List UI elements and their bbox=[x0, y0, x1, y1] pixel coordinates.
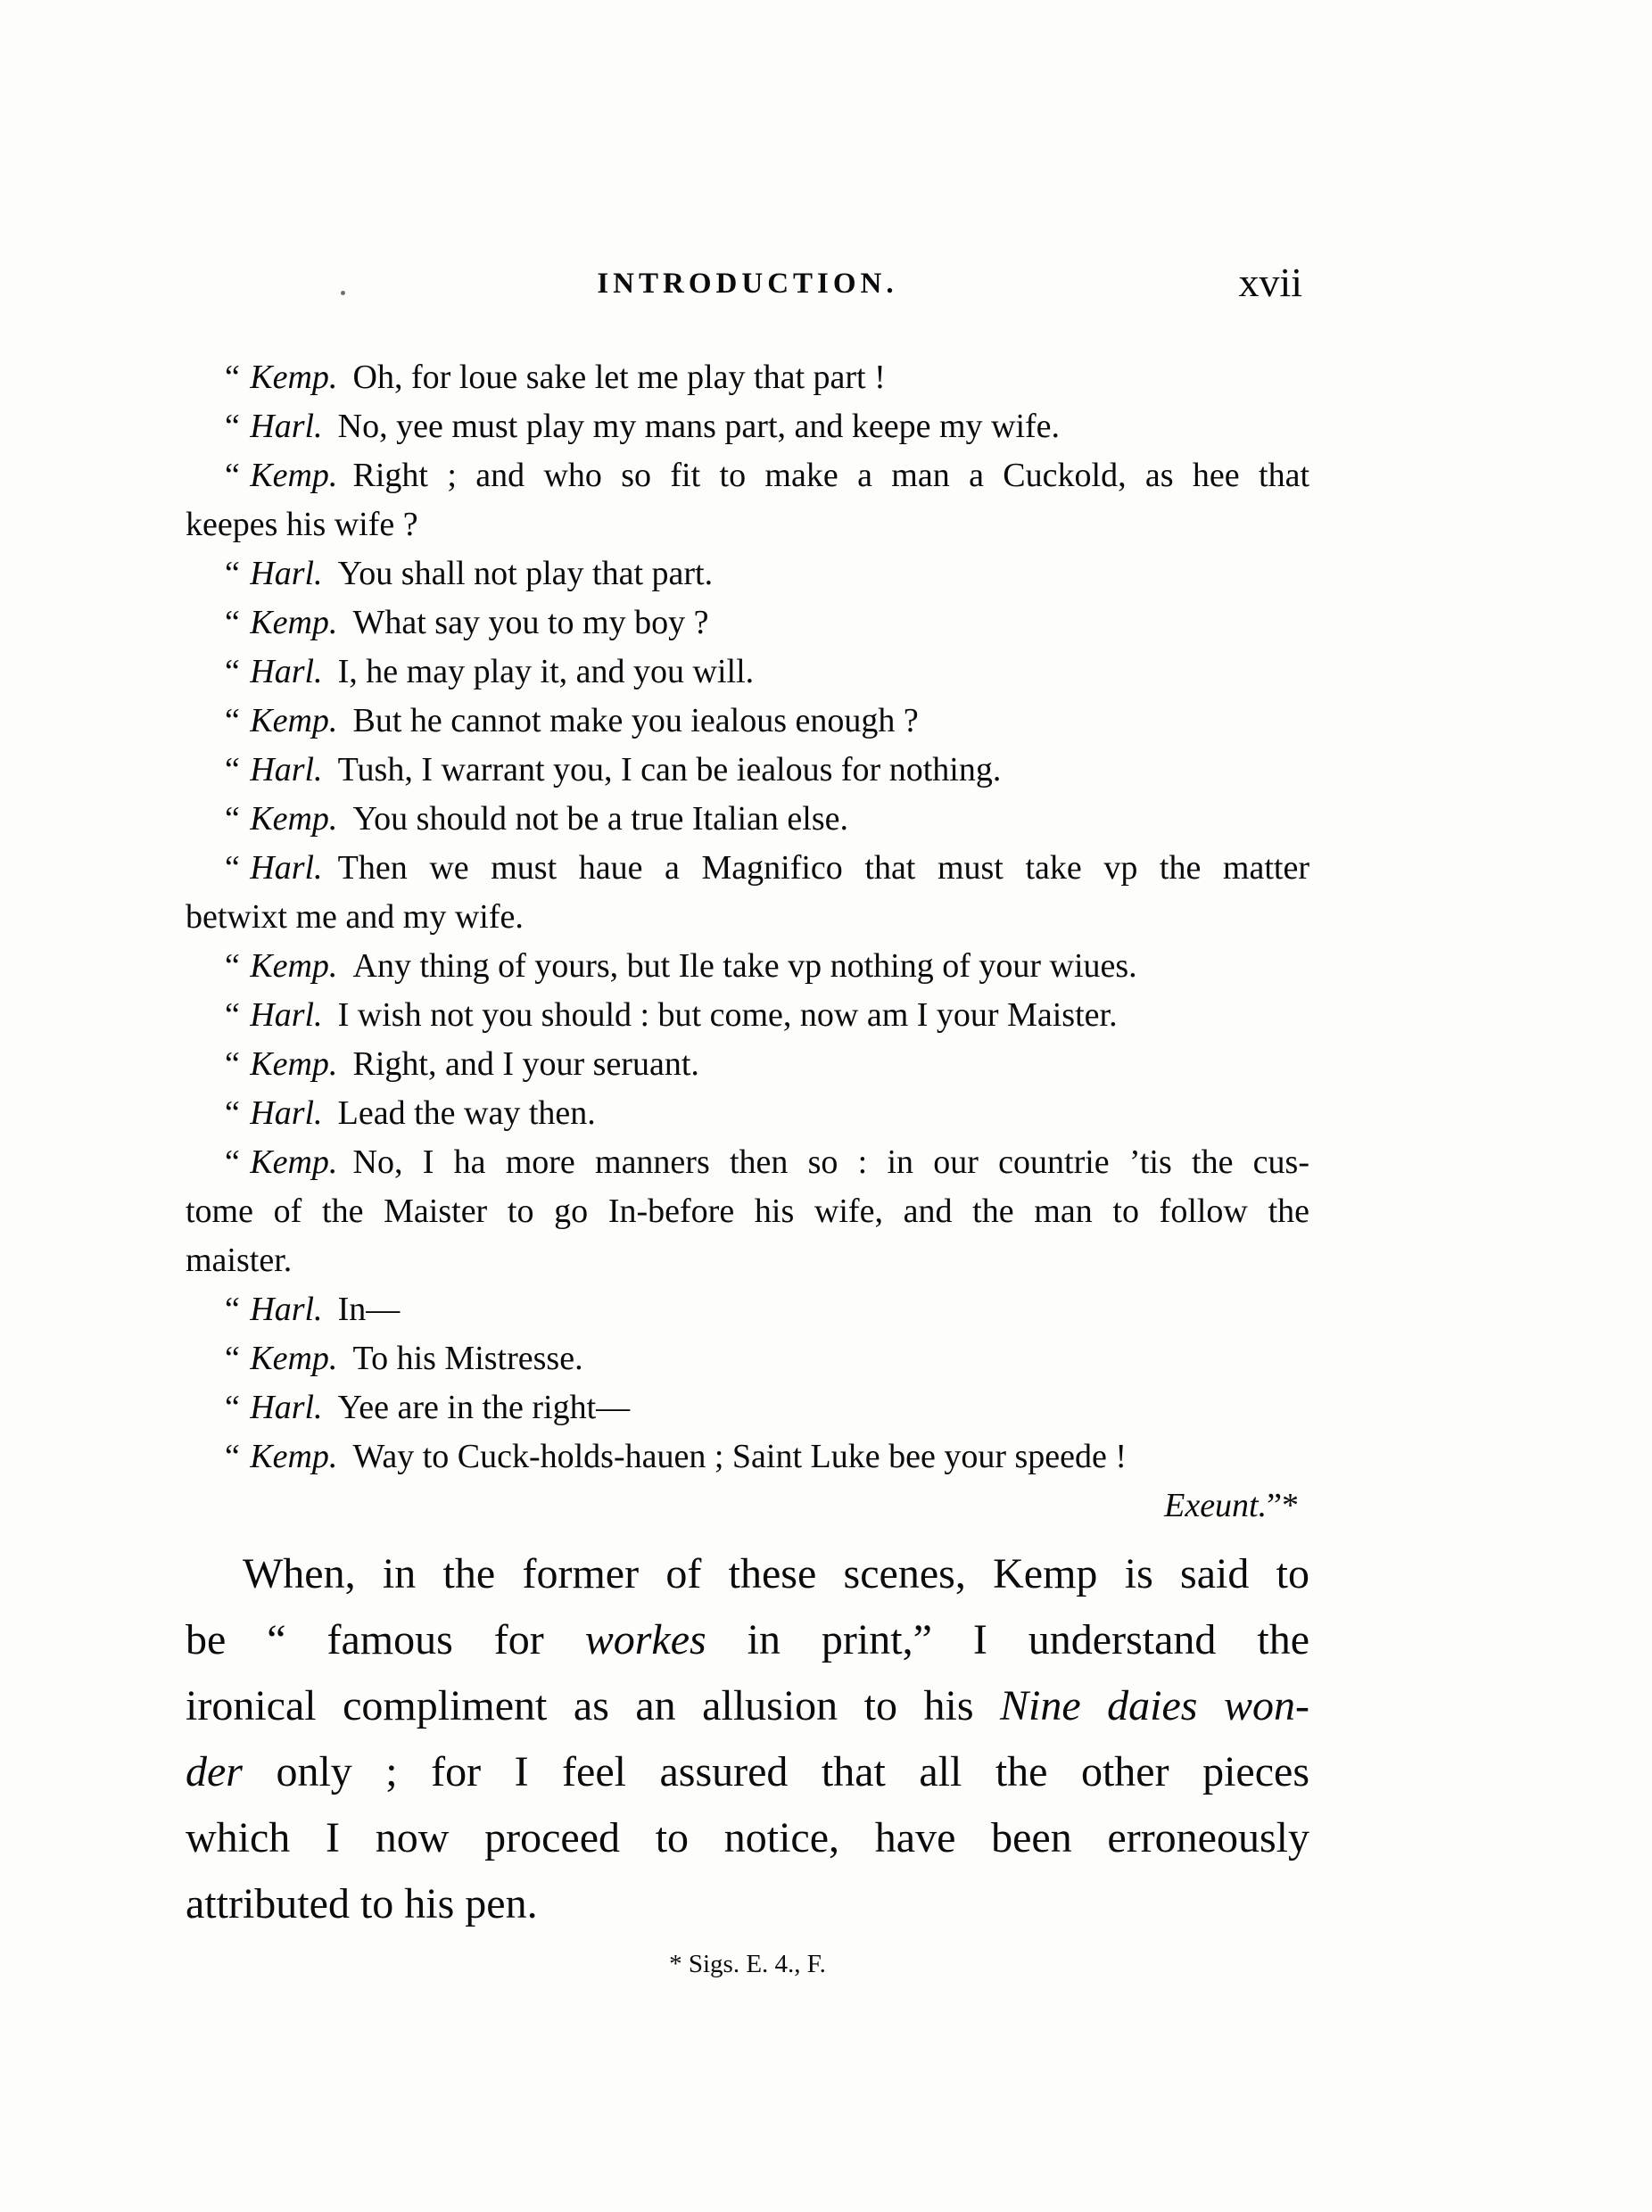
dialogue-line bbox=[186, 1040, 1309, 1089]
speech-text: But he cannot make you iealous enough ? bbox=[352, 702, 919, 739]
text-column bbox=[186, 260, 1309, 1979]
footnote-marker: ”* bbox=[1267, 1487, 1299, 1524]
speaker-name: Kemp. bbox=[250, 1045, 338, 1083]
dialogue-line bbox=[186, 697, 1309, 746]
speaker-name: Harl. bbox=[250, 849, 323, 887]
speaker-name: Harl. bbox=[250, 408, 323, 445]
speech-text: betwixt me and my wife. bbox=[186, 898, 524, 936]
body-paragraph-line bbox=[186, 1607, 1309, 1673]
dialogue-line bbox=[186, 1285, 1309, 1334]
stage-direction bbox=[186, 1482, 1309, 1531]
speaker-name: Harl. bbox=[250, 1094, 323, 1132]
open-quote: “ bbox=[225, 555, 240, 592]
dialogue-line bbox=[186, 1334, 1309, 1383]
speaker-name: Harl. bbox=[250, 1291, 323, 1328]
open-quote: “ bbox=[225, 408, 240, 445]
speaker-name: Harl. bbox=[250, 555, 323, 592]
speaker-name: Kemp. bbox=[250, 1143, 338, 1181]
dialogue-line bbox=[186, 451, 1309, 500]
speech-text: keepes his wife ? bbox=[186, 506, 418, 543]
dialogue-line bbox=[186, 648, 1309, 697]
open-quote: “ bbox=[225, 849, 240, 887]
open-quote: “ bbox=[225, 1143, 240, 1181]
paragraph-block bbox=[186, 1541, 1309, 1937]
italic-phrase: Nine daies won- bbox=[1000, 1682, 1309, 1729]
speech-text: I wish not you should : but come, now am I your Maister. bbox=[337, 996, 1118, 1034]
footnote-text: * Sigs. E. 4., F. bbox=[669, 1950, 826, 1978]
dialogue-line bbox=[186, 893, 1309, 942]
open-quote: “ bbox=[225, 1094, 240, 1132]
speech-text: Right ; and who so fit to make a man a Cuckold, as hee that bbox=[352, 457, 1309, 494]
open-quote: “ bbox=[225, 800, 240, 838]
open-quote: “ bbox=[225, 604, 240, 641]
speech-text: You shall not play that part. bbox=[337, 555, 714, 592]
dialogue-line bbox=[186, 1236, 1309, 1285]
italic-phrase: der bbox=[186, 1748, 243, 1795]
dialogue-line bbox=[186, 746, 1309, 795]
dialogue-line bbox=[186, 1383, 1309, 1432]
speech-text: Then we must haue a Magnifico that must take vp the matter bbox=[337, 849, 1309, 887]
open-quote: “ bbox=[225, 751, 240, 788]
open-quote: “ bbox=[225, 1438, 240, 1475]
speaker-name: Harl. bbox=[250, 653, 323, 690]
open-quote: “ bbox=[225, 1340, 240, 1377]
running-header bbox=[186, 260, 1309, 309]
body-text: ironical compliment as an allusion to his bbox=[186, 1682, 1001, 1729]
dialogue-line bbox=[186, 1187, 1309, 1236]
speaker-name: Kemp. bbox=[250, 702, 338, 739]
dialogue-line bbox=[186, 598, 1309, 648]
speech-text: Any thing of yours, but Ile take vp nothing of your wiues. bbox=[352, 947, 1137, 985]
open-quote: “ bbox=[225, 653, 240, 690]
speech-text: You should not be a true Italian else. bbox=[352, 800, 849, 838]
italic-phrase: workes bbox=[584, 1616, 706, 1663]
speaker-name: Harl. bbox=[250, 996, 323, 1034]
dialogue-line bbox=[186, 402, 1309, 451]
body-text: in print,” I understand the bbox=[706, 1616, 1309, 1663]
speech-text: Oh, for loue sake let me play that part ! bbox=[352, 359, 886, 396]
speaker-name: Kemp. bbox=[250, 457, 338, 494]
dialogue-line bbox=[186, 353, 1309, 402]
speech-text: Yee are in the right— bbox=[337, 1389, 631, 1426]
speech-text: I, he may play it, and you will. bbox=[337, 653, 755, 690]
speech-text: Way to Cuck-holds-hauen ; Saint Luke bee your speede ! bbox=[352, 1438, 1127, 1475]
body-text: which I now proceed to notice, have been erroneously bbox=[186, 1814, 1309, 1861]
body-paragraph-line bbox=[186, 1805, 1309, 1871]
speaker-name: Harl. bbox=[250, 751, 323, 788]
open-quote: “ bbox=[225, 702, 240, 739]
speech-text: In— bbox=[337, 1291, 401, 1328]
open-quote: “ bbox=[225, 359, 240, 396]
open-quote: “ bbox=[225, 1045, 240, 1083]
open-quote: “ bbox=[225, 996, 240, 1034]
body-paragraph-line bbox=[186, 1871, 1309, 1937]
speaker-name: Kemp. bbox=[250, 1340, 338, 1377]
speech-text: What say you to my boy ? bbox=[352, 604, 709, 641]
speech-text: Lead the way then. bbox=[337, 1094, 596, 1132]
speaker-name: Kemp. bbox=[250, 1438, 338, 1475]
page-title: INTRODUCTION. bbox=[597, 268, 898, 300]
speech-text: tome of the Maister to go In-before his wife, and the man to follow the bbox=[186, 1193, 1309, 1230]
body-paragraph-line bbox=[186, 1541, 1309, 1607]
dialogue-block bbox=[186, 353, 1309, 1531]
dialogue-line bbox=[186, 844, 1309, 893]
body-text: be “ famous for bbox=[186, 1616, 585, 1663]
speaker-name: Kemp. bbox=[250, 604, 338, 641]
open-quote: “ bbox=[225, 947, 240, 985]
dialogue-line bbox=[186, 1432, 1309, 1482]
speech-text: No, I ha more manners then so : in our countrie ’tis the cus- bbox=[352, 1143, 1309, 1181]
dialogue-line bbox=[186, 1089, 1309, 1138]
speaker-name: Kemp. bbox=[250, 800, 338, 838]
open-quote: “ bbox=[225, 1389, 240, 1426]
open-quote: “ bbox=[225, 1291, 240, 1328]
dialogue-line bbox=[186, 1138, 1309, 1187]
dialogue-line bbox=[186, 991, 1309, 1040]
body-text: attributed to his pen. bbox=[186, 1880, 538, 1927]
body-paragraph-line bbox=[186, 1739, 1309, 1805]
speech-text: To his Mistresse. bbox=[352, 1340, 583, 1377]
dialogue-line bbox=[186, 500, 1309, 549]
speaker-name: Kemp. bbox=[250, 359, 338, 396]
dialogue-line bbox=[186, 942, 1309, 991]
speech-text: No, yee must play my mans part, and keepe my wife. bbox=[337, 408, 1061, 445]
speech-text: maister. bbox=[186, 1242, 293, 1279]
open-quote: “ bbox=[225, 457, 240, 494]
dialogue-line bbox=[186, 549, 1309, 598]
body-text: When, in the former of these scenes, Kemp is said to bbox=[243, 1550, 1309, 1597]
speaker-name: Harl. bbox=[250, 1389, 323, 1426]
speech-text: Tush, I warrant you, I can be iealous for nothing. bbox=[337, 751, 1002, 788]
body-paragraph-line bbox=[186, 1673, 1309, 1739]
body-text: only ; for I feel assured that all the other pieces bbox=[242, 1748, 1309, 1795]
speaker-name: Kemp. bbox=[250, 947, 338, 985]
stage-direction-text: Exeunt. bbox=[1164, 1487, 1268, 1524]
speech-text: Right, and I your seruant. bbox=[352, 1045, 699, 1083]
dialogue-line bbox=[186, 795, 1309, 844]
footnote bbox=[186, 1950, 1309, 1979]
page-number: xvii bbox=[1238, 260, 1302, 305]
